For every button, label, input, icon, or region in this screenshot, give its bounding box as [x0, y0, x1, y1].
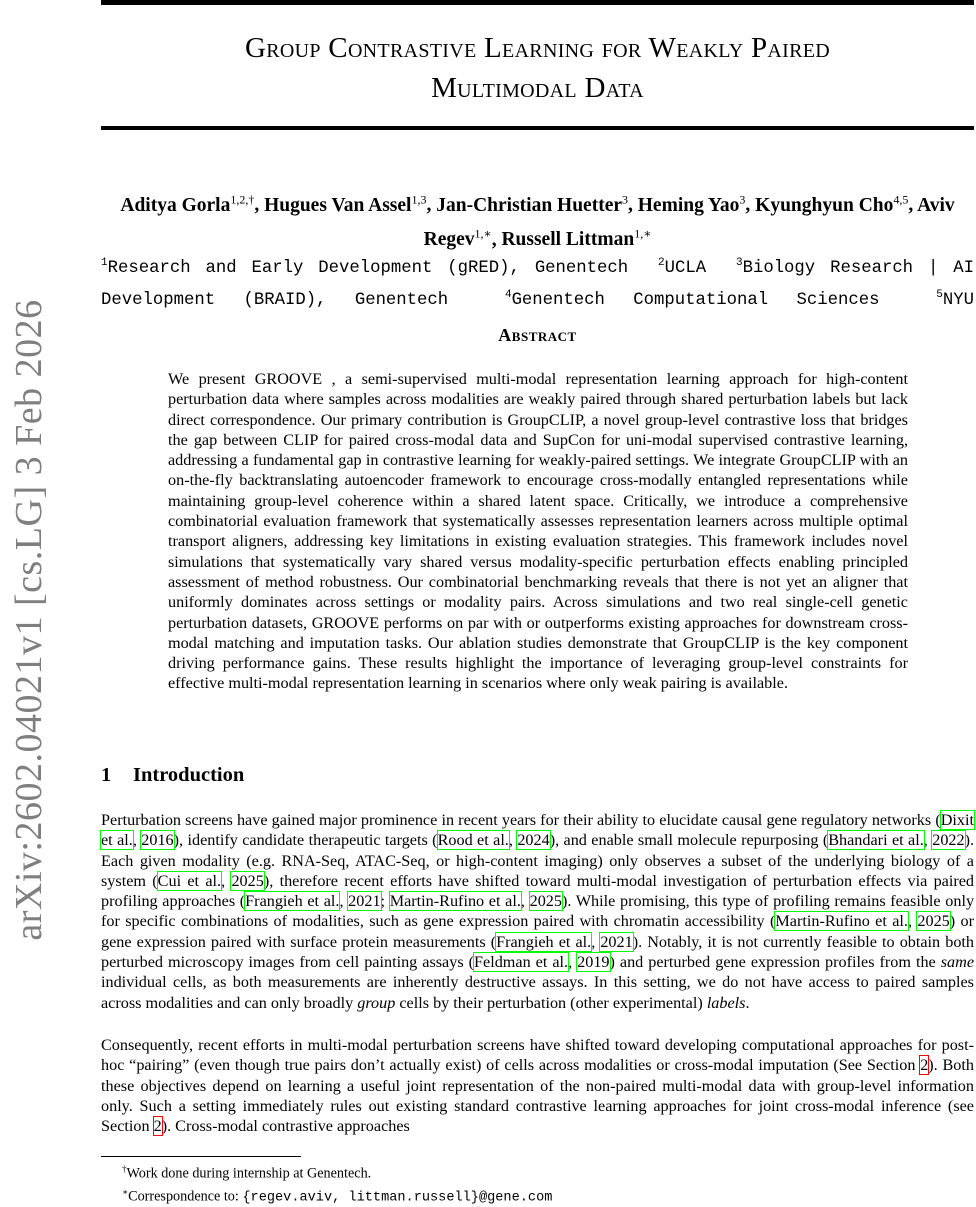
- affiliation: Biology Research | AI Development (BRAID), Genentech: [101, 258, 975, 310]
- author-list: Aditya Gorla$^{1,2,\dagger}$, Hugues Van Assel$^{1,3}$, Jan-Christian Huetter$^3$, Heming Yao$^3$, Kyunghyun Cho$^{4,5}$, Aviv Regev$^{1,∗}$, Russell Littman$^{1,∗}$: [120, 192, 955, 250]
- citation-link[interactable]: Frangieh et al.: [245, 892, 340, 911]
- affiliation: NYU: [942, 290, 974, 310]
- author: Hugues Van Assel$^{1,3}$: [264, 192, 427, 216]
- intro-paragraph-1: Perturbation screens have gained major prominence in recent years for their ability to elucidate causal gene regulatory networks (Dixit et al., 2016), identify candidate therapeutic targets (Rood et al., 2024), and enable small molecule repurposing (Bhandari et al., 2022). Each given modality (e.g. RNA-Seq, ATAC-Seq, or high-content imaging) only observes a subset of the underlying biology of a system (Cui et al., 2025), therefore recent efforts have shifted toward multi-modal investigation of perturbation effects via paired profiling approaches (Frangieh et al., 2021; Martin-Rufino et al., 2025). While promising, this type of profiling remains feasible only for specific combinations of modalities, such as gene expression paired with chromatin accessibility (Martin-Rufino et al., 2025) or gene expression paired with surface protein measurements (Frangieh et al., 2021). Notably, it is not currently feasible to obtain both perturbed microscopy images from cell painting assays (Feldman et al., 2019) and perturbed gene expression profiles from the same individual cells, as both measurements are inherently destructive assays. In this setting, we do not have access to paired samples across modalities and can only broadly group cells by their perturbation (other experimental) labels.: [101, 811, 975, 1012]
- affiliation: UCLA: [664, 258, 707, 278]
- arxiv-stamp: [4, 270, 54, 970]
- author: Kyunghyun Cho$^{4,5}$: [755, 192, 909, 216]
- citation-link[interactable]: Cui et al.: [157, 871, 222, 890]
- abstract-body: We present GROOVE , a semi-supervised multi-modal representation learning approach for high-content perturbation data where samples across modalities are weakly paired through shared perturbation labels but lack direct correspondence. Our primary contribution is GroupCLIP, a novel group-level contrastive loss that bridges the gap between CLIP for paired cross-modal data and SupCon for uni-modal supervised contrastive learning, addressing a fundamental gap in contrastive learning for weakly-paired settings. We integrate GroupCLIP with an on-the-fly backtranslating autoencoder framework to encourage cross-modally entangled representations while maintaining group-level coherence within a shared latent space. Critically, we introduce a comprehensive combinatorial evaluation framework that systematically assesses representation learners across multiple optimal transport aligners, addressing key limitations in existing evaluation strategies. This framework includes novel simulations that systematically vary shared versus modality-specific perturbation effects enabling principled assessment of method robustness. Our combinatorial benchmarking reveals that there is not yet an aligner that uniformly dominates across settings or modality pairs. Across simulations and two real single-cell genetic perturbation datasets, GROOVE performs on par with or outperforms existing approaches for downstream cross-modal matching and imputation tasks. Our ablation studies demonstrate that GroupCLIP is the key component driving performance gains. These results highlight the importance of leveraging group-level constraints for effective multi-modal representation learning in scenarios where only weak pairing is available.: [168, 370, 908, 693]
- footnote: †Work done during internship at Genentech.: [122, 1164, 372, 1182]
- section-heading: 1 Introduction: [101, 764, 245, 786]
- author: Jan-Christian Huetter$^3$: [436, 192, 629, 216]
- citation-year-link[interactable]: 2019: [577, 953, 610, 972]
- title-top-rule: [101, 0, 974, 5]
- author: Aditya Gorla$^{1,2,\dagger}$: [120, 192, 255, 216]
- citation-year-link[interactable]: 2025: [529, 892, 562, 911]
- author: Heming Yao$^3$: [637, 192, 746, 216]
- citation-link[interactable]: Rood et al.: [437, 831, 509, 850]
- arxiv-id-text: arXiv:2602.04021v1 [cs.LG] 3 Feb 2026: [8, 299, 50, 941]
- section-ref-link[interactable]: 2: [153, 1117, 162, 1136]
- affiliation: Research and Early Development (gRED), Genentech: [107, 258, 629, 278]
- citation-year-link[interactable]: 2021: [600, 932, 633, 951]
- affiliations: $^1$Research and Early Development (gRED), Genentech $^2$UCLA $^3$Biology Research | AI Development (BRAID), Genentech $^4$Genentech Computational Sciences $^5$NYU: [101, 257, 975, 310]
- intro-paragraph-2: Consequently, recent efforts in multi-modal perturbation screens have shifted toward developing computational approaches for post-hoc “pairing” (even though true pairs don’t actually exist) of cells across modalities or cross-modal imputation (See Section 2). Both these objectives depend on learning a useful joint representation of the non-paired multi-modal data with group-level information only. Such a setting immediately rules out existing standard contrastive learning approaches for joint cross-modal inference (see Section 2). Cross-modal contrastive approaches: [101, 1036, 974, 1136]
- citation-year-link[interactable]: 2016: [141, 831, 174, 850]
- abstract-heading: Abstract: [498, 325, 577, 345]
- citation-link[interactable]: Martin-Rufino et al.: [389, 892, 521, 911]
- footnote: ∗Correspondence to: {regev.aviv, littman.russell}@gene.com: [122, 1186, 553, 1206]
- title-line-2: Multimodal Data: [431, 72, 644, 104]
- citation-year-link[interactable]: 2024: [517, 831, 550, 850]
- title-line-1: Group Contrastive Learning for Weakly Paired: [244, 32, 831, 64]
- citation-link[interactable]: Bhandari et al.: [828, 831, 924, 850]
- affiliation: Genentech Computational Sciences: [511, 290, 880, 310]
- footnote-rule: [101, 1156, 301, 1157]
- email-link[interactable]: {regev.aviv, littman.russell}@gene.com: [242, 1190, 553, 1206]
- paper-title: [101, 28, 974, 108]
- citation-year-link[interactable]: 2025: [917, 912, 950, 931]
- citation-link[interactable]: Frangieh et al.: [496, 932, 592, 951]
- citation-year-link[interactable]: 2022: [932, 831, 965, 850]
- section-ref-link[interactable]: 2: [920, 1056, 929, 1075]
- citation-link[interactable]: Dixit et al.: [101, 811, 974, 850]
- citation-link[interactable]: Martin-Rufino et al.: [775, 912, 908, 931]
- title-bottom-rule: [101, 126, 974, 130]
- citation-year-link[interactable]: 2025: [231, 871, 264, 890]
- citation-link[interactable]: Feldman et al.: [474, 953, 569, 972]
- author: Aviv Regev$^{1,∗}$: [423, 194, 955, 250]
- author: Russell Littman$^{1,∗}$: [501, 226, 652, 250]
- citation-year-link[interactable]: 2021: [348, 892, 381, 911]
